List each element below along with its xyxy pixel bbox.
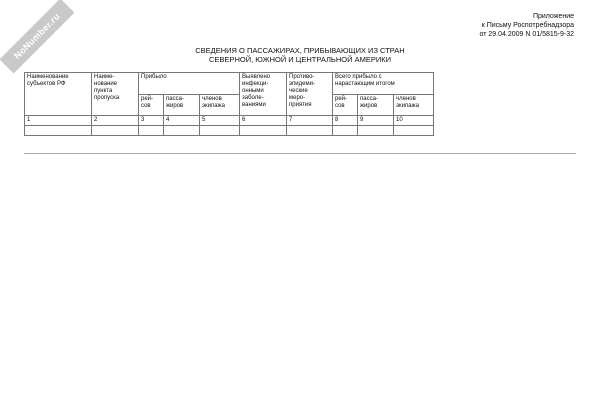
empty-cell	[200, 126, 240, 136]
title-line-2: СЕВЕРНОЙ, ЮЖНОЙ И ЦЕНТРАЛЬНОЙ АМЕРИКИ	[209, 55, 391, 64]
document-title	[0, 46, 600, 64]
header-total-crew: членов экипажа	[394, 94, 434, 116]
column-number: 8	[333, 116, 358, 126]
empty-cell	[240, 126, 287, 136]
column-number: 1	[25, 116, 92, 126]
header-crew: членов экипажа	[200, 94, 240, 116]
header-detected: Выявлено инфекци- онными заболе- ваниями	[240, 73, 287, 116]
appendix-block	[479, 12, 574, 39]
column-number: 4	[164, 116, 200, 126]
horizontal-rule	[24, 153, 576, 154]
column-number: 2	[92, 116, 139, 126]
header-measures: Противо- эпидеми- ческие меро- приятия	[287, 73, 333, 116]
empty-cell	[287, 126, 333, 136]
empty-cell	[358, 126, 394, 136]
appendix-line-2: к Письму Роспотребнадзора	[481, 22, 574, 29]
passenger-table	[24, 72, 434, 136]
column-number: 6	[240, 116, 287, 126]
header-arrived: Прибыло	[139, 73, 240, 95]
empty-cell	[25, 126, 92, 136]
column-number: 9	[358, 116, 394, 126]
header-total-flights: рей- сов	[333, 94, 358, 116]
empty-data-row	[25, 126, 434, 136]
appendix-line-1: Приложение	[532, 13, 574, 20]
empty-cell	[164, 126, 200, 136]
empty-cell	[394, 126, 434, 136]
header-subjects: Наименование субъектов РФ	[25, 73, 92, 116]
header-flights: рей- сов	[139, 94, 164, 116]
header-total-passengers: пасса- жиров	[358, 94, 394, 116]
watermark: NoNumber.ru	[0, 0, 74, 73]
title-line-1: СВЕДЕНИЯ О ПАССАЖИРАХ, ПРИБЫВАЮЩИХ ИЗ СТРАН	[195, 46, 405, 55]
empty-cell	[92, 126, 139, 136]
appendix-line-3: от 29.04.2009 N 01/5815-9-32	[479, 31, 574, 38]
header-point: Наиме- нование пункта пропуска	[92, 73, 139, 116]
empty-cell	[333, 126, 358, 136]
column-number: 3	[139, 116, 164, 126]
header-total: Всего прибыло с нарастающим итогом	[333, 73, 434, 95]
empty-cell	[139, 126, 164, 136]
column-number: 7	[287, 116, 333, 126]
column-number: 10	[394, 116, 434, 126]
header-passengers: пасса- жиров	[164, 94, 200, 116]
column-number: 5	[200, 116, 240, 126]
